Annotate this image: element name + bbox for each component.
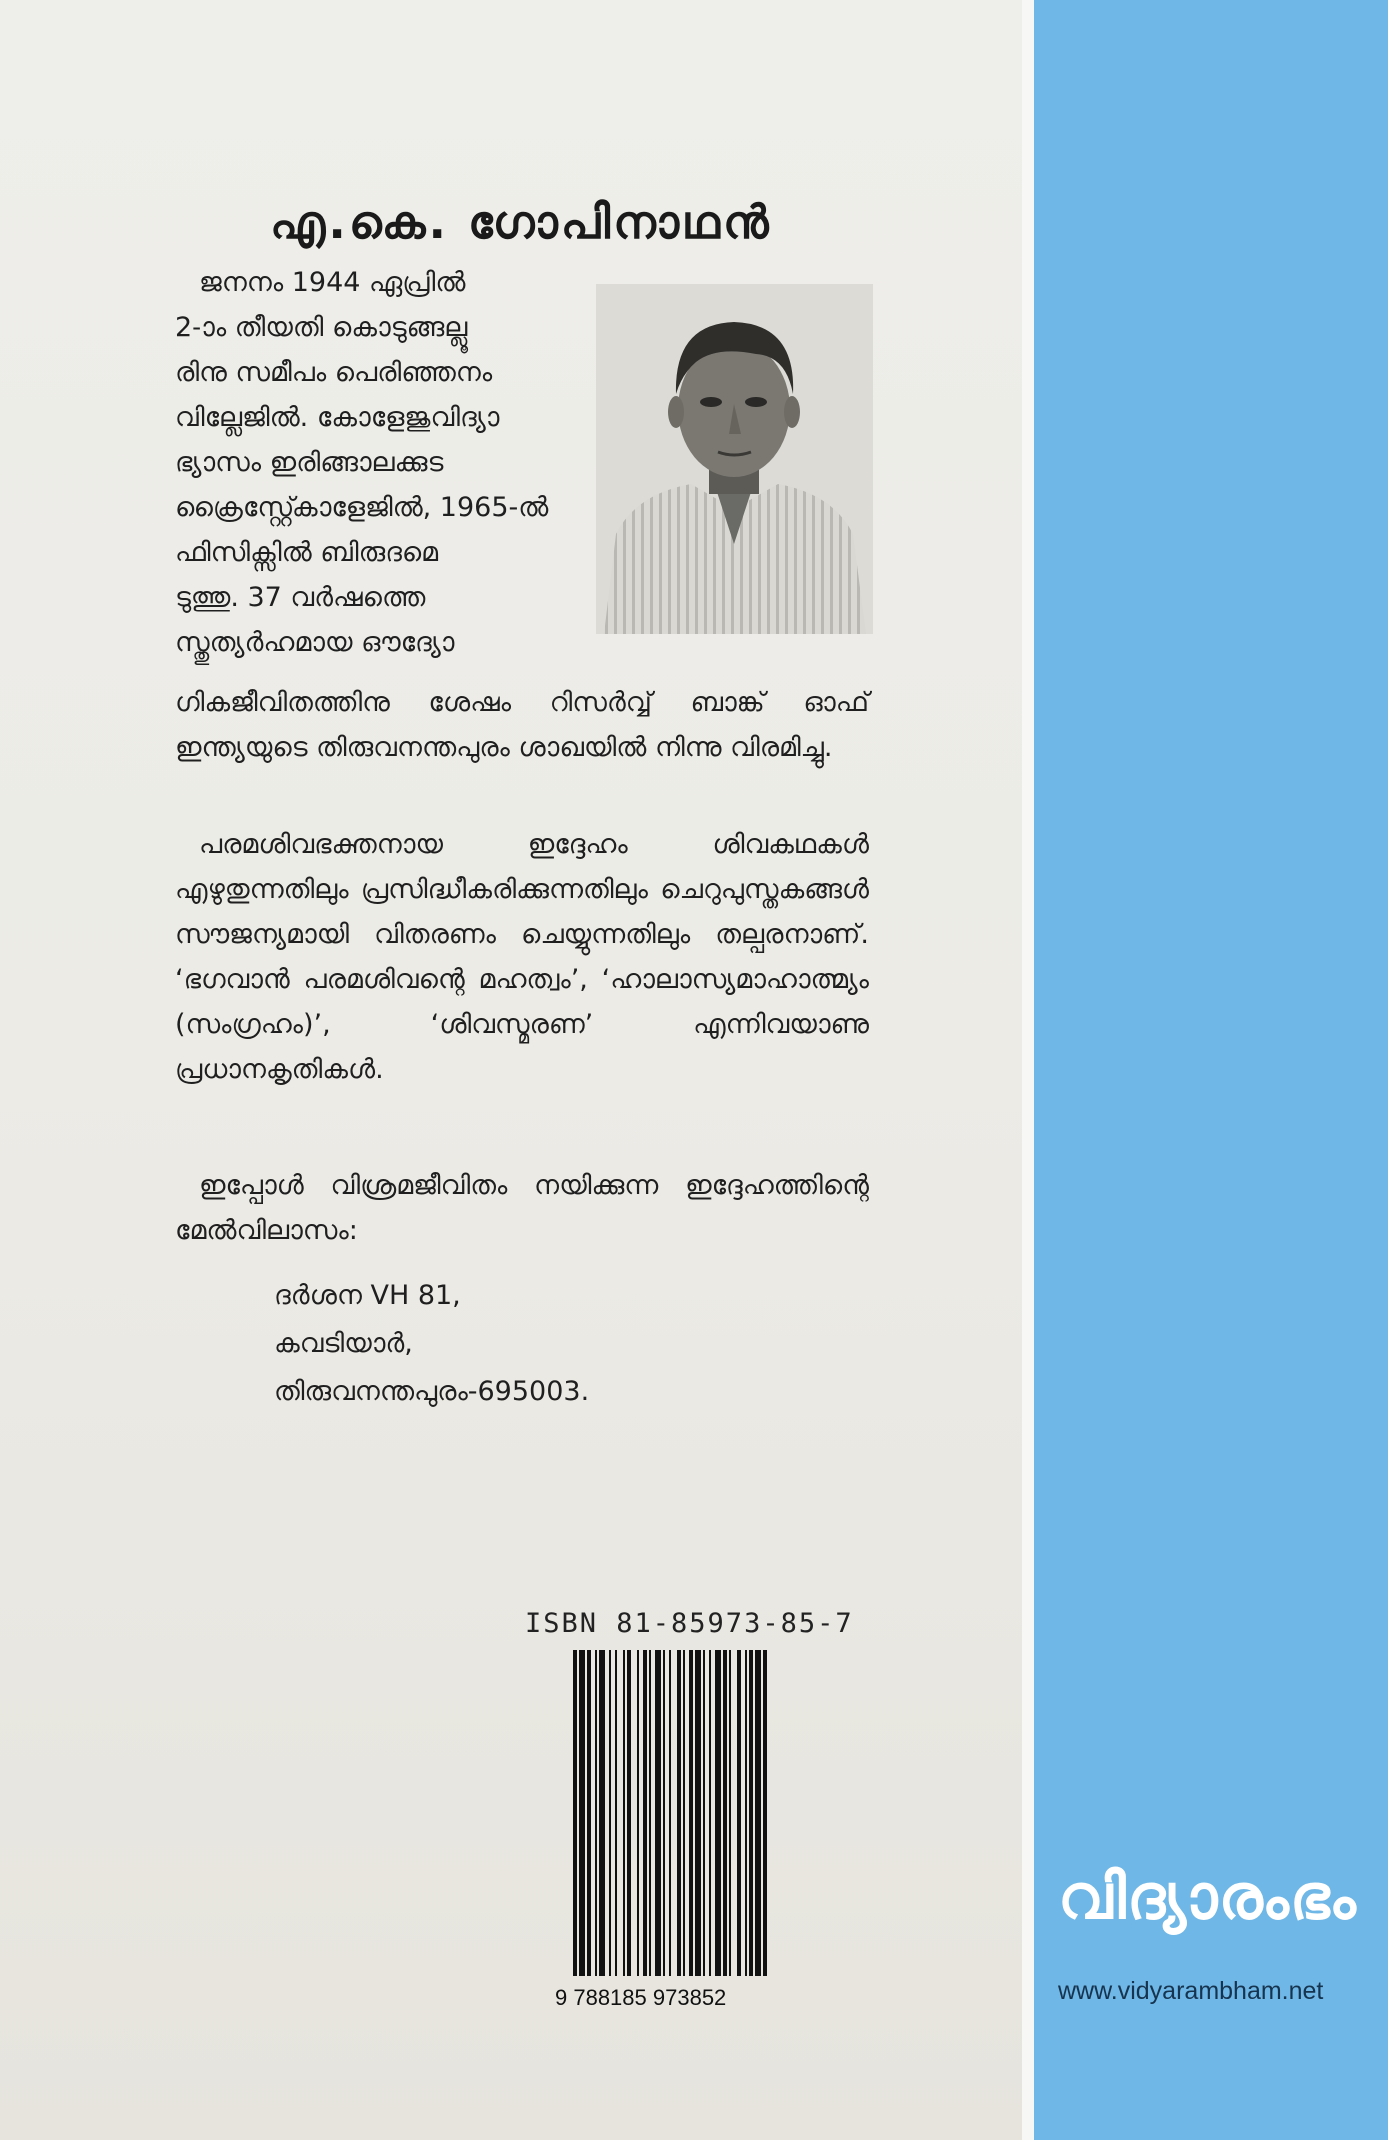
author-name: എ.കെ. ഗോപിനാഥൻ <box>270 195 772 249</box>
address-line-3: തിരുവനന്തപുരം-695003. <box>274 1376 590 1407</box>
barcode <box>573 1650 821 1976</box>
works-paragraph: പരമശിവഭക്തനായ ഇദ്ദേഹം ശിവകഥകൾ എഴുതുന്നതിലും പ്രസിദ്ധീകരിക്കുന്നതിലും ചെറുപുസ്തകങ്ങൾ സൗജന്യമായി വിതരണം ചെയ്യുന്നതിലും തല്പരനാണ്. ‘ഭഗവാൻ പരമശിവന്റെ മഹത്വം’, ‘ഹാലാസ്യമാഹാത്മ്യം (സംഗ്രഹം)’, ‘ശിവസ്മരണ’ എന്നിവയാണു പ്രധാനകൃതികൾ. <box>175 829 869 1085</box>
publisher-band <box>1034 0 1388 2140</box>
cover-edge <box>1022 0 1034 2140</box>
publisher-logo: വിദ്യാരംഭം <box>1058 1860 1357 1933</box>
bio-line: രിനു സമീപം പെരിഞ്ഞനം <box>175 357 493 388</box>
bio-continuation: ഗികജീവിതത്തിനു ശേഷം റിസർവ്വ് ബാങ്ക് ഓഫ് ഇന്ത്യയുടെ തിരുവനന്തപുരം ശാഖയിൽ നിന്നു വിരമിച്ചു. <box>175 687 869 763</box>
bio-line: ഭ്യാസം ഇരിങ്ങാലക്കുട <box>175 447 444 478</box>
address-line-2: കവടിയാർ, <box>274 1328 413 1359</box>
bio-line: ടുത്തു. 37 വർഷത്തെ <box>175 582 426 613</box>
isbn-label: ISBN 81-85973-85-7 <box>525 1608 854 1639</box>
barcode-digits: 9 788185 973852 <box>555 1985 727 2010</box>
bio-line: ക്രൈസ്റ്റ്കോളേജിൽ, 1965-ൽ <box>175 492 549 523</box>
author-portrait <box>596 284 873 634</box>
bio-wrapped-text <box>175 260 575 710</box>
address-intro: ഇപ്പോൾ വിശ്രമജീവിതം നയിക്കുന്ന ഇദ്ദേഹത്തിന്റെ മേൽവിലാസം: <box>175 1170 869 1246</box>
bio-line: വില്ലേജിൽ. കോളേജുവിദ്യാ <box>175 402 500 433</box>
bio-line: ഫിസിക്സിൽ ബിരുദമെ <box>175 537 439 568</box>
bio-line: 2-ാം തീയതി കൊടുങ്ങല്ലൂ <box>175 312 468 343</box>
author-photo <box>596 284 873 634</box>
address-line-1: ദർശന VH 81, <box>274 1280 461 1311</box>
bio-line: സ്തുത്യർഹമായ ഔദ്യോ <box>175 627 455 658</box>
publisher-url: www.vidyarambham.net <box>1058 1977 1324 2005</box>
bio-line: ജനനം 1944 ഏപ്രിൽ <box>199 267 466 298</box>
